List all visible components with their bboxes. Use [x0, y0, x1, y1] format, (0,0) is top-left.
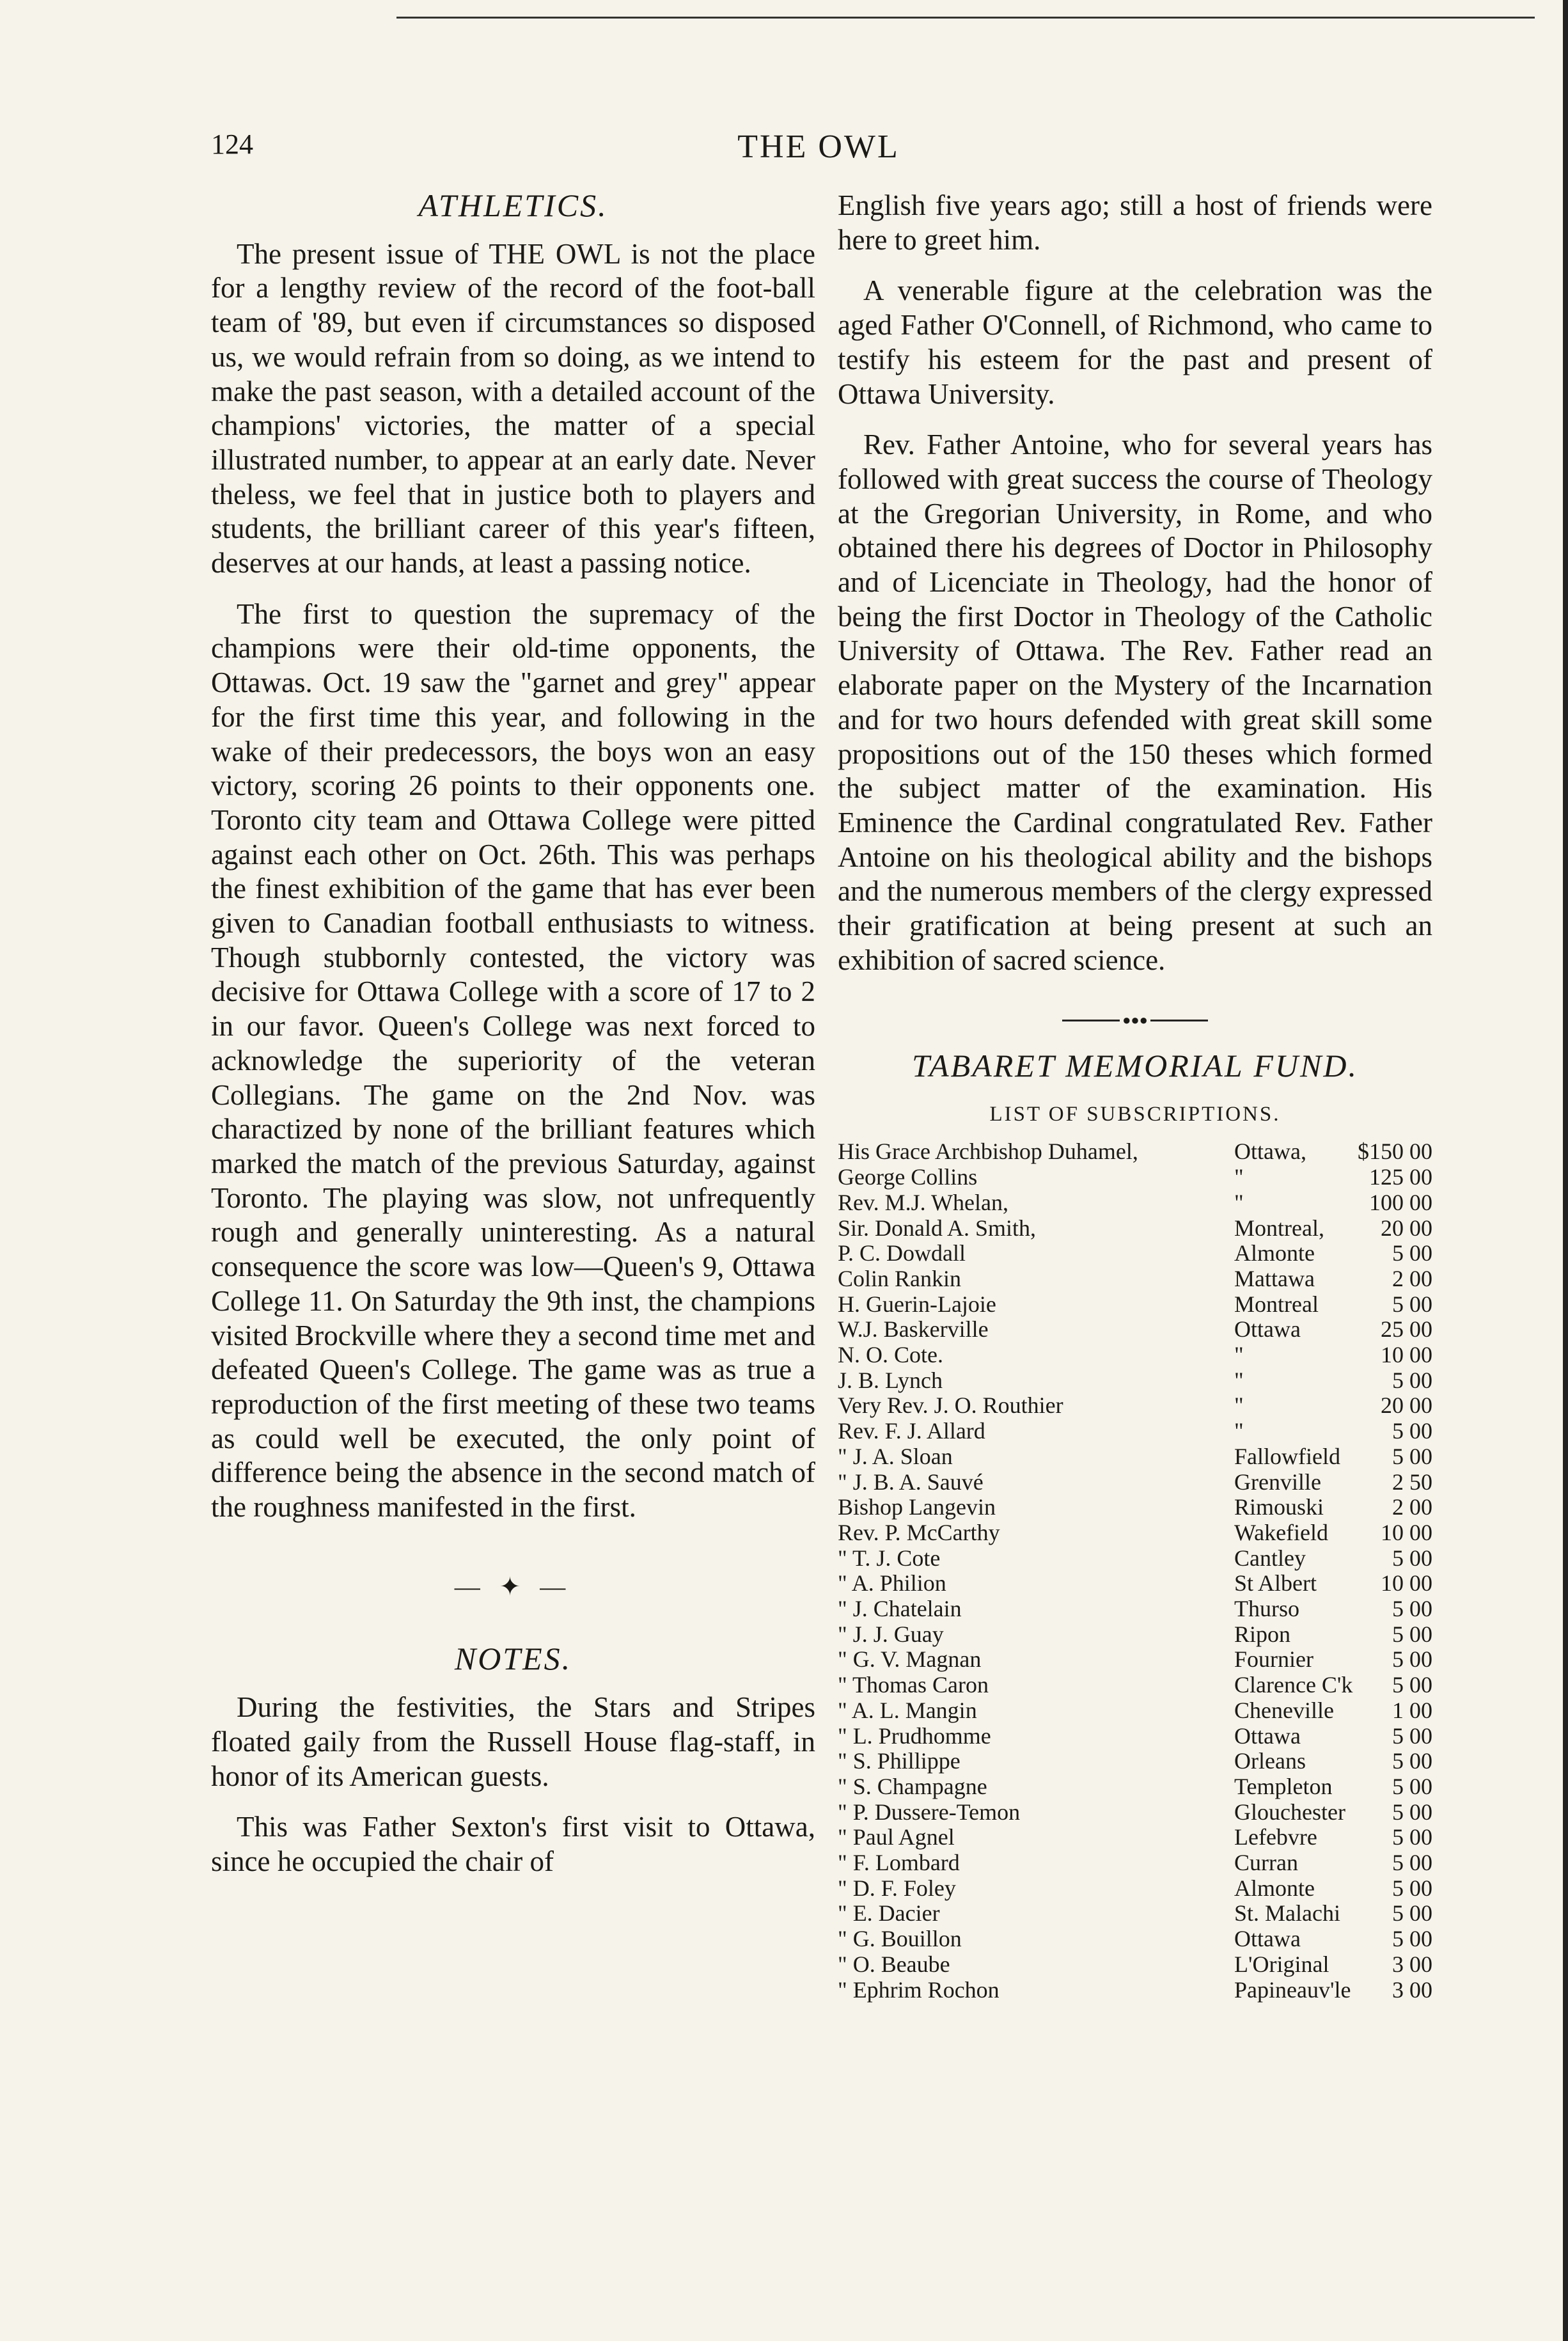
subscription-row [838, 1825, 1432, 1850]
subscriber-place: Cantley [1234, 1545, 1306, 1571]
subscription-amount: 5 00 [1392, 1646, 1432, 1673]
subscriber-name: " J. J. Guay [838, 1621, 944, 1647]
separator-line [1150, 1020, 1208, 1021]
subscriber-place: Almonte [1234, 1241, 1315, 1266]
subscription-amount: 5 00 [1392, 1672, 1432, 1698]
subscription-row [838, 1927, 1432, 1952]
subscription-row [838, 1241, 1432, 1266]
separator-ornament: ●●● [1122, 1012, 1148, 1029]
subscriber-name: J. B. Lynch [838, 1368, 943, 1393]
subscriber-name: His Grace Archbishop Duhamel, [838, 1139, 1138, 1165]
subscription-row [838, 1698, 1432, 1724]
subscription-amount: 20 00 [1381, 1215, 1432, 1241]
subscriber-name: " P. Dussere-Temon [838, 1799, 1021, 1825]
running-title: THE OWL [737, 129, 900, 165]
subscriber-name: " A. Philion [838, 1571, 946, 1596]
subscription-row [838, 1901, 1432, 1927]
subscriber-place: Wakefield [1234, 1520, 1329, 1545]
subscription-row [838, 1216, 1432, 1241]
subscriber-name: Colin Rankin [838, 1266, 962, 1291]
subscription-amount: 25 00 [1381, 1316, 1432, 1343]
subscription-row [838, 1190, 1432, 1216]
subscriber-place: " [1234, 1419, 1244, 1444]
subscription-amount: 5 00 [1392, 1900, 1432, 1927]
subscriber-name: " L. Prudhomme [838, 1723, 991, 1749]
fund-separator [838, 1000, 1432, 1037]
subscription-amount: 20 00 [1381, 1392, 1432, 1419]
subscription-amount: 5 00 [1392, 1824, 1432, 1850]
subscription-amount: 10 00 [1381, 1519, 1432, 1545]
subscription-amount: 5 00 [1392, 1722, 1432, 1749]
subscriber-place: Fournier [1234, 1647, 1313, 1673]
subscription-amount: 3 00 [1392, 1976, 1432, 2003]
athletics-paragraph: The first to question the supremacy of the champions were their old-time opponents, the Ottawas. Oct. 19 saw the "garnet and grey" appear for the first time this year, and following in the wake of their predecessors, the boys won an easy victory, scoring 26 points to their opponents one. Toronto city team and Ottawa College were pitted against each other on Oct. 26th. This was perhaps the finest exhibition of the game that has ever been given to Canadian football enthusiasts to witness. Though stubbornly contested, the victory was decisive for Ottawa College with a score of 17 to 2 in our favor. Queen's College was next forced to acknowledge the superiority of the veteran Collegians. The game on the 2nd Nov. was charactized by none of the brilliant features which marked the match of the previous Saturday, against Toronto. The playing was slow, not unfrequently rough and generally uninteresting. As a natural consequence the score was low—Queen's 9, Ottawa College 11. On Saturday the 9th inst, the champions visited Brockville where they a second time met and defeated Queen's College. The game was as true a reproduction of the first meeting of these two teams as could well be executed, the only point of difference being the absence in the second match of the roughness manifested in the first. [211, 597, 815, 1524]
subscriber-place: Fallowfield [1234, 1444, 1340, 1469]
subscription-row [838, 1596, 1432, 1622]
subscription-row [838, 1292, 1432, 1318]
subscriber-place: " [1234, 1393, 1244, 1419]
subscription-row [838, 1749, 1432, 1774]
subscriber-name: " J. B. A. Sauvé [838, 1469, 984, 1495]
subscription-amount: $150 00 [1358, 1139, 1432, 1165]
notes-title: NOTES. [454, 1641, 572, 1677]
separator-line [1062, 1020, 1120, 1021]
subscriber-place: Montreal [1234, 1291, 1319, 1317]
subscription-amount: 5 00 [1392, 1875, 1432, 1901]
notes-paragraph: During the festivities, the Stars and Stripes floated gaily from the Russell House flag-staff, in honor of its American guests. [211, 1691, 815, 1792]
subscriber-name: " Thomas Caron [838, 1673, 989, 1698]
subscriber-place: Ripon [1234, 1621, 1291, 1647]
subscriber-name: " D. F. Foley [838, 1875, 956, 1901]
subscriber-place: Almonte [1234, 1875, 1315, 1901]
subscription-row [838, 1495, 1432, 1520]
subscriber-place: Ottawa [1234, 1317, 1301, 1343]
subscriber-name: George Collins [838, 1165, 978, 1190]
subscription-amount: 5 00 [1392, 1240, 1432, 1266]
subscriptions-table [838, 1139, 1432, 2003]
subscriber-name: " J. Chatelain [838, 1596, 962, 1622]
subscription-amount: 3 00 [1392, 1951, 1432, 1977]
right-column [838, 189, 1432, 2003]
fund-subtitle: LIST OF SUBSCRIPTIONS. [989, 1102, 1281, 1126]
subscription-amount: 10 00 [1381, 1570, 1432, 1596]
subscription-row [838, 1673, 1432, 1698]
subscriber-name: H. Guerin-Lajoie [838, 1291, 996, 1317]
subscription-row [838, 1343, 1432, 1368]
subscription-amount: 5 00 [1392, 1367, 1432, 1393]
subscriber-place: Clarence C'k [1234, 1673, 1353, 1698]
subscriber-name: " Paul Agnel [838, 1825, 955, 1850]
notes-paragraph: A venerable figure at the celebration was the aged Father O'Connell, of Richmond, who came to testify his esteem for the past and present of Ottawa University. [838, 274, 1432, 410]
subscriber-name: Very Rev. J. O. Routhier [838, 1393, 1063, 1419]
subscriber-place: " [1234, 1165, 1244, 1190]
subscription-row [838, 1520, 1432, 1546]
subscription-row [838, 1266, 1432, 1292]
subscription-amount: 10 00 [1381, 1342, 1432, 1368]
notes-continued-paragraph: English five years ago; still a host of friends were here to greet him. [838, 189, 1432, 256]
subscription-amount: 5 00 [1392, 1621, 1432, 1647]
subscription-amount: 2 50 [1392, 1469, 1432, 1495]
subscriber-name: " G. V. Magnan [838, 1647, 982, 1673]
subscription-row [838, 1800, 1432, 1825]
subscriber-place: St Albert [1234, 1571, 1317, 1596]
subscriber-name: Rev. F. J. Allard [838, 1419, 985, 1444]
subscription-amount: 5 00 [1392, 1596, 1432, 1622]
right-edge-rule [1563, 0, 1568, 2341]
subscriber-place: Rimouski [1234, 1495, 1324, 1520]
subscriber-place: Thurso [1234, 1596, 1299, 1622]
subscription-amount: 5 00 [1392, 1926, 1432, 1952]
subscription-row [838, 1419, 1432, 1444]
subscription-amount: 2 00 [1392, 1494, 1432, 1520]
notes-paragraph: This was Father Sexton's first visit to Ottawa, since he occupied the chair of [211, 1811, 815, 1877]
subscriber-place: Grenville [1234, 1469, 1321, 1495]
subscription-row [838, 1571, 1432, 1596]
subscriber-place: Montreal, [1234, 1215, 1324, 1241]
subscriber-name: " S. Champagne [838, 1774, 987, 1799]
subscription-row [838, 1470, 1432, 1495]
subscription-row [838, 1850, 1432, 1876]
subscriber-name: " J. A. Sloan [838, 1444, 953, 1469]
subscription-row [838, 1978, 1432, 2003]
subscriber-name: " F. Lombard [838, 1850, 960, 1876]
subscriber-name: P. C. Dowdall [838, 1241, 966, 1266]
subscriber-name: W.J. Baskerville [838, 1317, 989, 1343]
subscription-row [838, 1139, 1432, 1165]
subscriber-place: Mattawa [1234, 1266, 1315, 1291]
subscription-amount: 1 00 [1392, 1697, 1432, 1723]
subscription-row [838, 1724, 1432, 1749]
subscriber-place: " [1234, 1343, 1244, 1368]
subscriber-place: Orleans [1234, 1749, 1306, 1774]
athletics-paragraph: The present issue of THE OWL is not the place for a lengthy review of the record of the foot-ball team of '89, but even if circumstances so disposed us, we would refrain from so doing, as we intend to make the past season, with a detailed account of the champions' victories, the matter of a special illustrated number, to appear at an early date. Never theless, we feel that in justice both to players and students, the brilliant career of this year's fifteen, deserves at our hands, at least a passing notice. [211, 237, 815, 579]
subscription-row [838, 1774, 1432, 1800]
subscriber-name: " G. Bouillon [838, 1927, 962, 1952]
subscription-amount: 5 00 [1392, 1748, 1432, 1774]
left-column [211, 189, 815, 1896]
subscriber-name: " T. J. Cote [838, 1545, 941, 1571]
subscription-row [838, 1317, 1432, 1343]
subscriber-name: " E. Dacier [838, 1901, 940, 1927]
subscriber-place: Curran [1234, 1850, 1298, 1876]
page-number: 124 [211, 129, 253, 160]
page-header [211, 128, 1426, 173]
top-rule [396, 17, 1535, 19]
subscription-amount: 5 00 [1392, 1545, 1432, 1571]
athletics-title: ATHLETICS. [418, 187, 608, 223]
subscriber-name: Rev. P. McCarthy [838, 1520, 1000, 1545]
subscription-amount: 2 00 [1392, 1265, 1432, 1291]
subscriber-name: Bishop Langevin [838, 1495, 996, 1520]
fund-title: TABARET MEMORIAL FUND. [912, 1047, 1358, 1084]
subscription-row [838, 1393, 1432, 1419]
notes-paragraph: Rev. Father Antoine, who for several years has followed with great success the course of Theology at the Gregorian University, in Rome, and who obtained there his degrees of Doctor in Philosophy and of Licenciate in Theology, had the honor of being the first Doctor in Theology of the Catholic University of Ottawa. The Rev. Father read an elaborate paper on the Mystery of the Incarnation and for two hours defended with great skill some propositions out of the 150 theses which formed the subject matter of the examination. His Eminence the Cardinal congratulated Rev. Father Antoine on his theological ability and the bishops and the numerous members of the clergy expressed their gratification at being present at such an exhibition of sacred science. [838, 429, 1432, 976]
subscription-row [838, 1165, 1432, 1190]
subscription-row [838, 1876, 1432, 1902]
subscriber-name: " S. Phillippe [838, 1749, 960, 1774]
subscriber-name: Rev. M.J. Whelan, [838, 1190, 1008, 1215]
subscriber-place: " [1234, 1368, 1244, 1393]
subscriber-name: " O. Beaube [838, 1951, 950, 1977]
subscriber-place: Lefebvre [1234, 1825, 1317, 1850]
subscription-row [838, 1368, 1432, 1394]
subscriber-place: Ottawa [1234, 1927, 1301, 1952]
subscriber-name: N. O. Cote. [838, 1343, 943, 1368]
subscriber-place: " [1234, 1190, 1244, 1215]
subscription-row [838, 1952, 1432, 1978]
subscriber-place: St. Malachi [1234, 1901, 1340, 1927]
subscriber-name: " Ephrim Rochon [838, 1977, 1000, 2003]
subscription-amount: 5 00 [1392, 1443, 1432, 1469]
subscriptions-body [838, 1139, 1432, 2003]
subscription-amount: 5 00 [1392, 1291, 1432, 1317]
subscriber-place: Papineauv'le [1234, 1977, 1351, 2003]
subscription-row [838, 1647, 1432, 1673]
subscription-row [838, 1546, 1432, 1572]
section-separator: — ✦ — [454, 1572, 572, 1601]
subscriber-place: Glouchester [1234, 1799, 1345, 1825]
subscription-amount: 5 00 [1392, 1850, 1432, 1876]
subscription-amount: 5 00 [1392, 1418, 1432, 1444]
subscription-amount: 100 00 [1369, 1189, 1432, 1215]
subscriber-place: Ottawa [1234, 1723, 1301, 1749]
subscription-amount: 5 00 [1392, 1799, 1432, 1825]
subscriber-place: Cheneville [1234, 1698, 1334, 1723]
subscription-amount: 125 00 [1369, 1164, 1432, 1190]
subscriber-name: Sir. Donald A. Smith, [838, 1215, 1037, 1241]
subscriber-place: Ottawa, [1234, 1139, 1306, 1165]
subscriber-place: L'Original [1234, 1951, 1329, 1977]
subscription-amount: 5 00 [1392, 1773, 1432, 1799]
subscription-row [838, 1622, 1432, 1648]
subscription-row [838, 1444, 1432, 1470]
subscriber-place: Templeton [1234, 1774, 1333, 1799]
subscriber-name: " A. L. Mangin [838, 1698, 977, 1723]
